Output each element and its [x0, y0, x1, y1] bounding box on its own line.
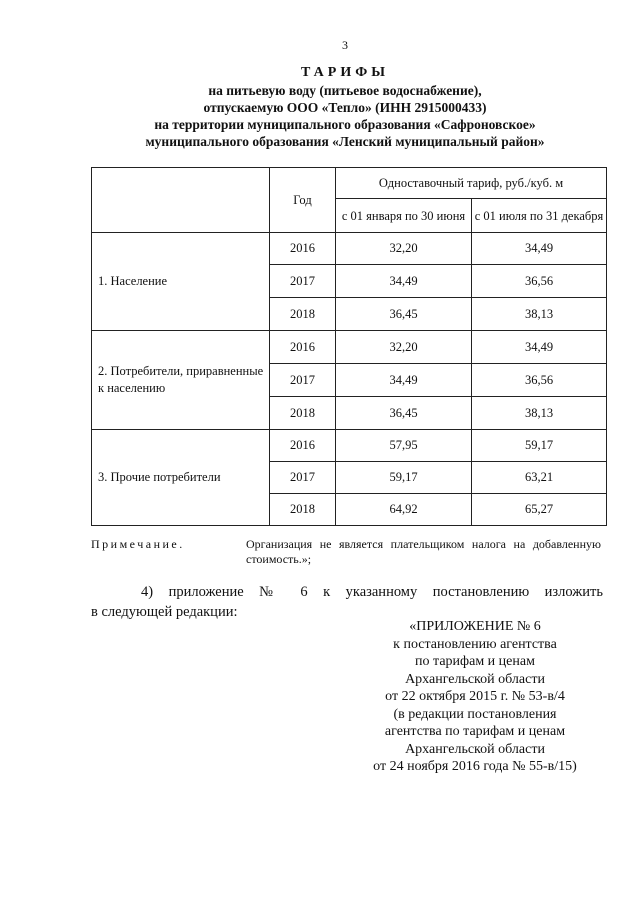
- paragraph-line-1: 4) приложение № 6 к указанному постановлению изложить: [141, 584, 603, 600]
- header-year: Год: [270, 168, 336, 233]
- tariff-table: [91, 167, 607, 526]
- appendix-line: агентства по тарифам и ценам: [384, 724, 566, 739]
- year-cell: 2018: [270, 494, 336, 526]
- value-cell: 34,49: [472, 331, 607, 364]
- value-cell: 34,49: [472, 233, 607, 265]
- value-cell: 57,95: [336, 430, 472, 462]
- appendix-line: от 24 ноября 2016 года № 55-в/15): [373, 759, 577, 774]
- value-cell: 32,20: [336, 331, 472, 364]
- value-cell: 63,21: [472, 462, 607, 494]
- note-label: Примечание.: [91, 537, 185, 551]
- category-cell: 3. Прочие потребители: [92, 430, 270, 526]
- value-cell: 34,49: [336, 265, 472, 298]
- header-tariff: Одноставочный тариф, руб./куб. м: [336, 168, 607, 199]
- appendix-heading: [330, 618, 620, 776]
- value-cell: 32,20: [336, 233, 472, 265]
- table-row: [92, 331, 607, 364]
- value-cell: 59,17: [472, 430, 607, 462]
- category-cell: 2. Потребители, приравненные к населению: [92, 331, 270, 430]
- table-row: [92, 233, 607, 265]
- title-line: на территории муниципального образования «Сафроновское»: [154, 117, 536, 132]
- appendix-line: по тарифам и ценам: [415, 654, 535, 669]
- year-cell: 2016: [270, 331, 336, 364]
- value-cell: 59,17: [336, 462, 472, 494]
- appendix-line: «ПРИЛОЖЕНИЕ № 6: [409, 619, 541, 634]
- title-main: ТАРИФЫ: [301, 65, 389, 80]
- value-cell: 38,13: [472, 298, 607, 331]
- appendix-line: от 22 октября 2015 г. № 53-в/4: [385, 689, 565, 704]
- title-line: отпускаемую ООО «Тепло» (ИНН 2915000433): [203, 100, 487, 115]
- year-cell: 2018: [270, 397, 336, 430]
- value-cell: 65,27: [472, 494, 607, 526]
- title-line: на питьевую воду (питьевое водоснабжение),: [208, 83, 482, 98]
- table-row: [92, 430, 607, 462]
- appendix-line: Архангельской области: [405, 741, 545, 757]
- amendment-paragraph: [91, 582, 603, 622]
- value-cell: 36,56: [472, 364, 607, 397]
- year-cell: 2017: [270, 364, 336, 397]
- value-cell: 38,13: [472, 397, 607, 430]
- value-cell: 36,45: [336, 298, 472, 331]
- paragraph-line-2: в следующей редакции:: [91, 604, 238, 620]
- appendix-line: к постановлению агентства: [393, 636, 557, 652]
- year-cell: 2016: [270, 233, 336, 265]
- document-title: [100, 64, 590, 150]
- title-line: муниципального образования «Ленский муниципальный район»: [145, 134, 545, 149]
- year-cell: 2016: [270, 430, 336, 462]
- header-category-cell: [92, 168, 270, 233]
- header-period-1: с 01 января по 30 июня: [336, 199, 472, 233]
- appendix-line: (в редакции постановления: [393, 706, 557, 722]
- note-text: Организация не является плательщиком налога на добавленную стоимость.»;: [246, 537, 601, 566]
- value-cell: 36,56: [472, 265, 607, 298]
- value-cell: 34,49: [336, 364, 472, 397]
- page-number: 3: [342, 38, 348, 52]
- header-period-2: с 01 июля по 31 декабря: [472, 199, 607, 233]
- category-cell: 1. Население: [92, 233, 270, 331]
- value-cell: 36,45: [336, 397, 472, 430]
- year-cell: 2018: [270, 298, 336, 331]
- year-cell: 2017: [270, 265, 336, 298]
- appendix-line: Архангельской области: [405, 671, 545, 687]
- year-cell: 2017: [270, 462, 336, 494]
- value-cell: 64,92: [336, 494, 472, 526]
